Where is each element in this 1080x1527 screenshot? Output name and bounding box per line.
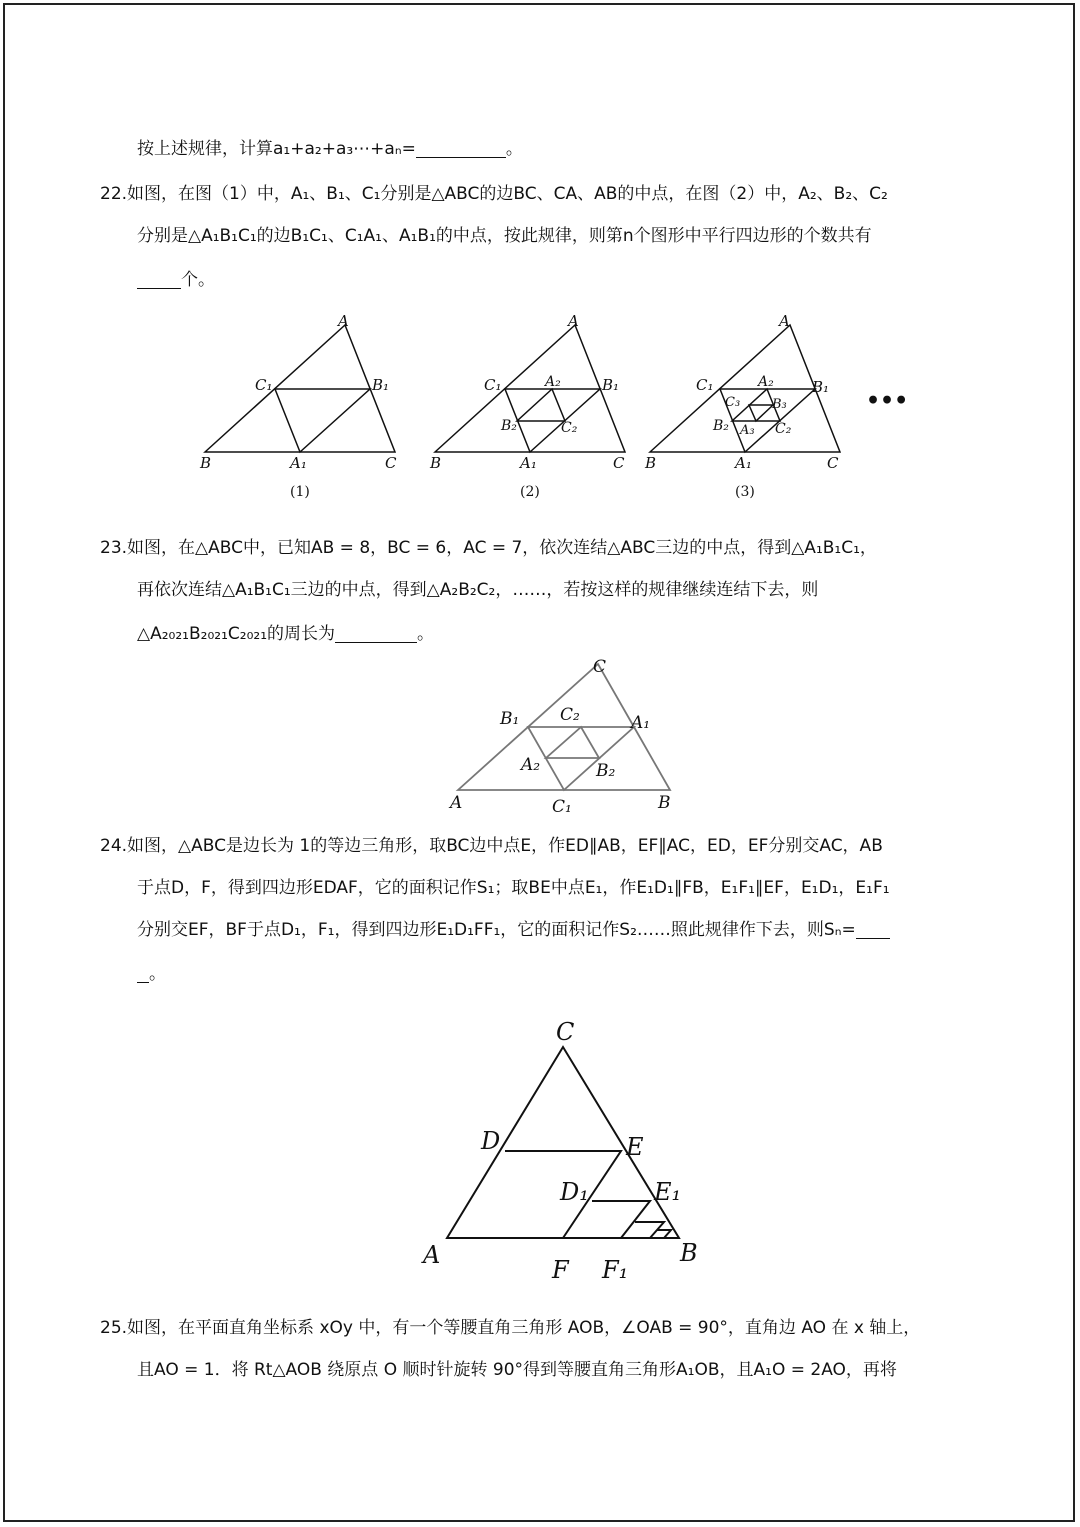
label-A: A	[779, 312, 790, 330]
label-C2: C₂	[560, 705, 580, 725]
q22-line3-text: 个。	[181, 270, 215, 290]
q21-text: 按上述规律，计算a₁+a₂+a₃⋯+aₙ=	[137, 139, 416, 159]
q23-line3-text: △A₂₀₂₁B₂₀₂₁C₂₀₂₁的周长为	[137, 624, 336, 644]
label-A: A	[568, 312, 579, 330]
label-B1: B₁	[372, 376, 390, 394]
label-A2: A₂	[521, 755, 541, 775]
q22-line3	[137, 268, 215, 292]
q23-end: 。	[417, 624, 435, 644]
answer-blank	[335, 626, 417, 643]
label-B: B	[658, 793, 671, 813]
label-D: D	[481, 1127, 501, 1155]
q21-end: 。	[505, 139, 523, 159]
label-C1: C₁	[255, 376, 273, 394]
parallelogram-e1d1ff1	[592, 1201, 650, 1238]
fig3-innermost-triangle	[749, 405, 773, 421]
label-C2: C₂	[775, 421, 792, 437]
q21-line	[137, 137, 523, 161]
answer-blank	[416, 141, 506, 158]
q24-line3	[137, 918, 890, 942]
label-D1: D₁	[560, 1178, 589, 1206]
q22-line1: 22.如图，在图（1）中，A₁、B₁、C₁分别是△ABC的边BC、CA、AB的中点，在图（2）中，A₂、B₂、C₂	[100, 184, 888, 204]
label-C: C	[556, 1018, 575, 1046]
label-F1: F₁	[602, 1256, 629, 1284]
label-C1: C₁	[484, 376, 502, 394]
label-B3: B₃	[772, 397, 787, 412]
caption-1: (1)	[290, 484, 310, 500]
label-A3: A₃	[740, 423, 755, 438]
q24-line4	[137, 962, 166, 986]
label-C: C	[593, 657, 607, 677]
answer-blank	[137, 966, 149, 983]
q25-line1: 25.如图，在平面直角坐标系 xOy 中，有一个等腰直角三角形 AOB，∠OAB = 90°，直角边 AO 在 x 轴上，	[100, 1318, 921, 1338]
ellipsis: •••	[866, 388, 909, 414]
q23-line2: 再依次连结△A₁B₁C₁三边的中点，得到△A₂B₂C₂，……，若按这样的规律继续连结下去，则	[137, 580, 819, 600]
q23-line3	[137, 622, 434, 646]
label-B1: B₁	[500, 709, 520, 729]
label-A: A	[338, 312, 349, 330]
label-B2: B₂	[501, 418, 517, 434]
q23-line1: 23.如图，在△ABC中，已知AB = 8，BC = 6，AC = 7，依次连结△ABC三边的中点，得到△A₁B₁C₁，	[100, 538, 877, 558]
label-A1: A₁	[290, 454, 307, 472]
answer-blank	[856, 922, 890, 939]
label-E: E	[626, 1133, 644, 1161]
label-A2: A₂	[758, 374, 774, 390]
label-A: A	[450, 793, 463, 813]
q22-figure-row	[190, 310, 930, 510]
q24-line1: 24.如图，△ABC是边长为 1的等边三角形，取BC边中点E，作ED∥AB，EF∥AC，ED，EF分别交AC，AB	[100, 836, 883, 856]
label-B1: B₁	[812, 378, 830, 396]
label-B2: B₂	[713, 418, 729, 434]
caption-3: (3)	[735, 484, 755, 500]
label-C: C	[827, 454, 839, 472]
label-B: B	[200, 454, 212, 472]
label-B2: B₂	[596, 761, 616, 781]
label-B: B	[430, 454, 442, 472]
label-A2: A₂	[545, 374, 561, 390]
label-B: B	[645, 454, 657, 472]
fig2-inner-triangle	[517, 389, 565, 421]
q24-figure	[415, 1012, 715, 1294]
caption-2: (2)	[520, 484, 540, 500]
label-C1: C₁	[696, 376, 714, 394]
q24-line2: 于点D，F，得到四边形EDAF，它的面积记作S₁；取BE中点E₁，作E₁D₁∥FB，E₁F₁∥EF，E₁D₁，E₁F₁	[137, 878, 890, 898]
label-A1: A₁	[631, 713, 651, 733]
q22-line2: 分别是△A₁B₁C₁的边B₁C₁、C₁A₁、A₁B₁的中点，按此规律，则第n个图形中平行四边形的个数共有	[137, 226, 872, 246]
label-B: B	[680, 1239, 698, 1267]
label-B1: B₁	[602, 376, 620, 394]
q24-line3-text: 分别交EF，BF于点D₁，F₁，得到四边形E₁D₁FF₁，它的面积记作S₂……照此规律作下去，则Sₙ=	[137, 920, 856, 940]
label-C1: C₁	[552, 797, 572, 817]
label-C: C	[613, 454, 625, 472]
label-C: C	[385, 454, 397, 472]
label-C2: C₂	[561, 420, 578, 436]
label-A1: A₁	[735, 454, 752, 472]
label-C3: C₃	[725, 395, 741, 410]
q24-end: 。	[149, 964, 166, 984]
q23-figure	[440, 652, 680, 822]
parallelogram-4	[657, 1230, 671, 1238]
label-F: F	[552, 1256, 569, 1284]
fig1-medial-triangle	[275, 389, 370, 452]
label-E1: E₁	[654, 1178, 682, 1206]
label-A: A	[423, 1241, 441, 1269]
label-A1: A₁	[520, 454, 537, 472]
answer-blank	[137, 272, 181, 289]
q25-line2: 且AO = 1．将 Rt△AOB 绕原点 O 顺时针旋转 90°得到等腰直角三角形A₁OB，且A₁O = 2AO，再将	[137, 1360, 897, 1380]
triangle-a2b2c2	[546, 727, 599, 758]
